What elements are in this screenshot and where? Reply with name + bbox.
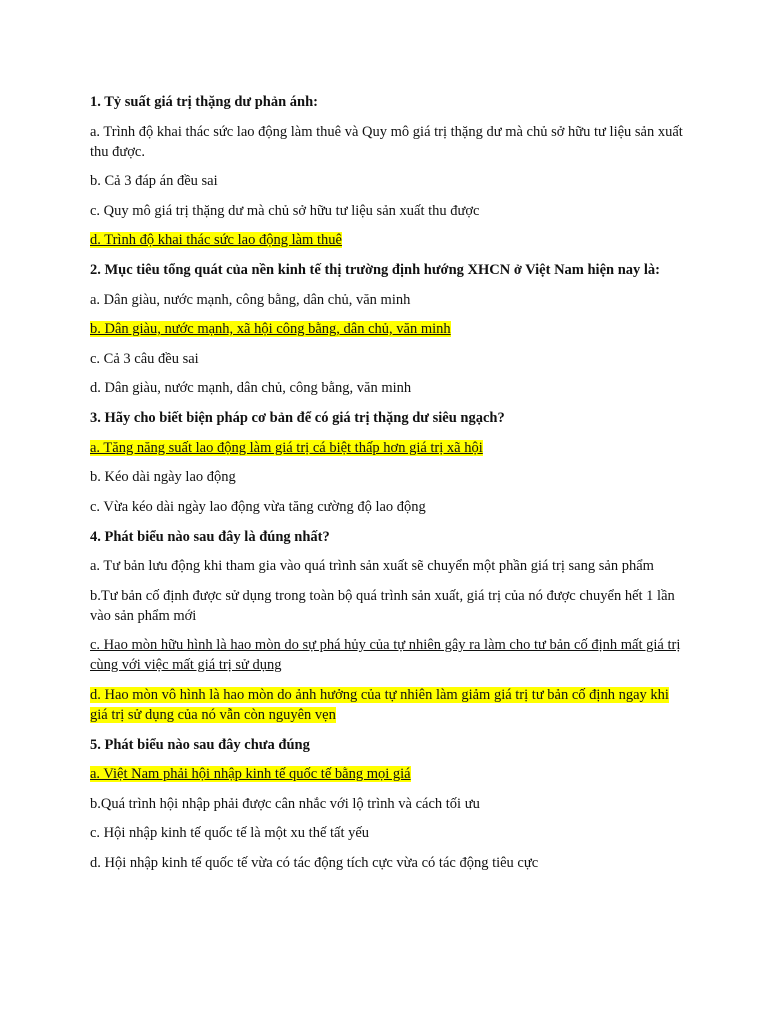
answer-option-correct: [90, 319, 690, 339]
answer-option: d. Hội nhập kinh tế quốc tế vừa có tác động tích cực vừa có tác động tiêu cực: [90, 854, 539, 871]
answer-option: c. Quy mô giá trị thặng dư mà chủ sở hữu tư liệu sản xuất thu được: [90, 202, 480, 219]
answer-option-correct: [90, 764, 690, 784]
answer-option: c. Vừa kéo dài ngày lao động vừa tăng cường độ lao động: [90, 498, 426, 515]
question-title: 2. Mục tiêu tổng quát của nền kinh tế thị trường định hướng XHCN ở Việt Nam hiện nay là:: [90, 262, 661, 278]
question-block-2: [90, 260, 690, 398]
question-title: 5. Phát biểu nào sau đây chưa đúng: [90, 736, 310, 753]
answer-option: c. Cả 3 câu đều sai: [90, 350, 199, 367]
highlighted-answer: a. Tăng năng suất lao động làm giá trị cá biệt thấp hơn giá trị xã hội: [90, 439, 483, 456]
question-block-1: [90, 92, 690, 250]
highlighted-answer: d. Trình độ khai thác sức lao động làm thuê: [90, 232, 342, 248]
question-title: 3. Hãy cho biết biện pháp cơ bản để có giá trị thặng dư siêu ngạch?: [90, 410, 505, 426]
highlighted-answer: d. Hao mòn vô hình là hao mòn do ảnh hưởng của tự nhiên làm giảm giá trị tư bản cố định ngay khi giá trị sử dụng của nó vẫn còn nguyên vẹn: [90, 686, 669, 723]
answer-option-correct: [90, 230, 690, 250]
question-block-5: [90, 735, 690, 873]
question-title: 4. Phát biểu nào sau đây là đúng nhất?: [90, 528, 330, 545]
answer-option: b. Kéo dài ngày lao động: [90, 469, 236, 485]
question-block-3: [90, 408, 690, 517]
answer-option: b. Cả 3 đáp án đều sai: [90, 173, 218, 189]
answer-option-correct: [90, 685, 690, 725]
question-block-4: [90, 527, 690, 725]
answer-option: c. Hội nhập kinh tế quốc tế là một xu thế tất yếu: [90, 825, 370, 841]
answer-option: b.Quá trình hội nhập phải được cân nhắc với lộ trình và cách tối ưu: [90, 795, 480, 812]
answer-option: a. Trình độ khai thác sức lao động làm thuê và Quy mô giá trị thặng dư mà chủ sở hữu tư liệu sản xuất thu được.: [90, 123, 683, 160]
document-page: [90, 92, 690, 883]
answer-option: a. Dân giàu, nước mạnh, công bằng, dân chủ, văn minh: [90, 291, 411, 308]
answer-option-correct: [90, 438, 690, 458]
answer-option: a. Tư bản lưu động khi tham gia vào quá trình sản xuất sẽ chuyển một phần giá trị sang sản phẩm: [90, 558, 654, 574]
answer-option: d. Dân giàu, nước mạnh, dân chủ, công bằng, văn minh: [90, 380, 412, 396]
underlined-answer: c. Hao mòn hữu hình là hao mòn do sự phá hủy của tự nhiên gây ra làm cho tư bản cố định mất giá trị cùng với việc mất giá trị sử dụng: [90, 637, 681, 673]
answer-option: [90, 635, 690, 675]
question-title: 1. Tỷ suất giá trị thặng dư phản ánh:: [90, 94, 319, 110]
highlighted-answer: a. Việt Nam phải hội nhập kinh tế quốc tế bằng mọi giá: [90, 766, 411, 782]
highlighted-answer: b. Dân giàu, nước mạnh, xã hội công bằng, dân chủ, văn minh: [90, 321, 451, 337]
answer-option: b.Tư bản cố định được sử dụng trong toàn bộ quá trình sản xuất, giá trị của nó được chuyển hết 1 lần vào sản phẩm mới: [90, 587, 675, 624]
